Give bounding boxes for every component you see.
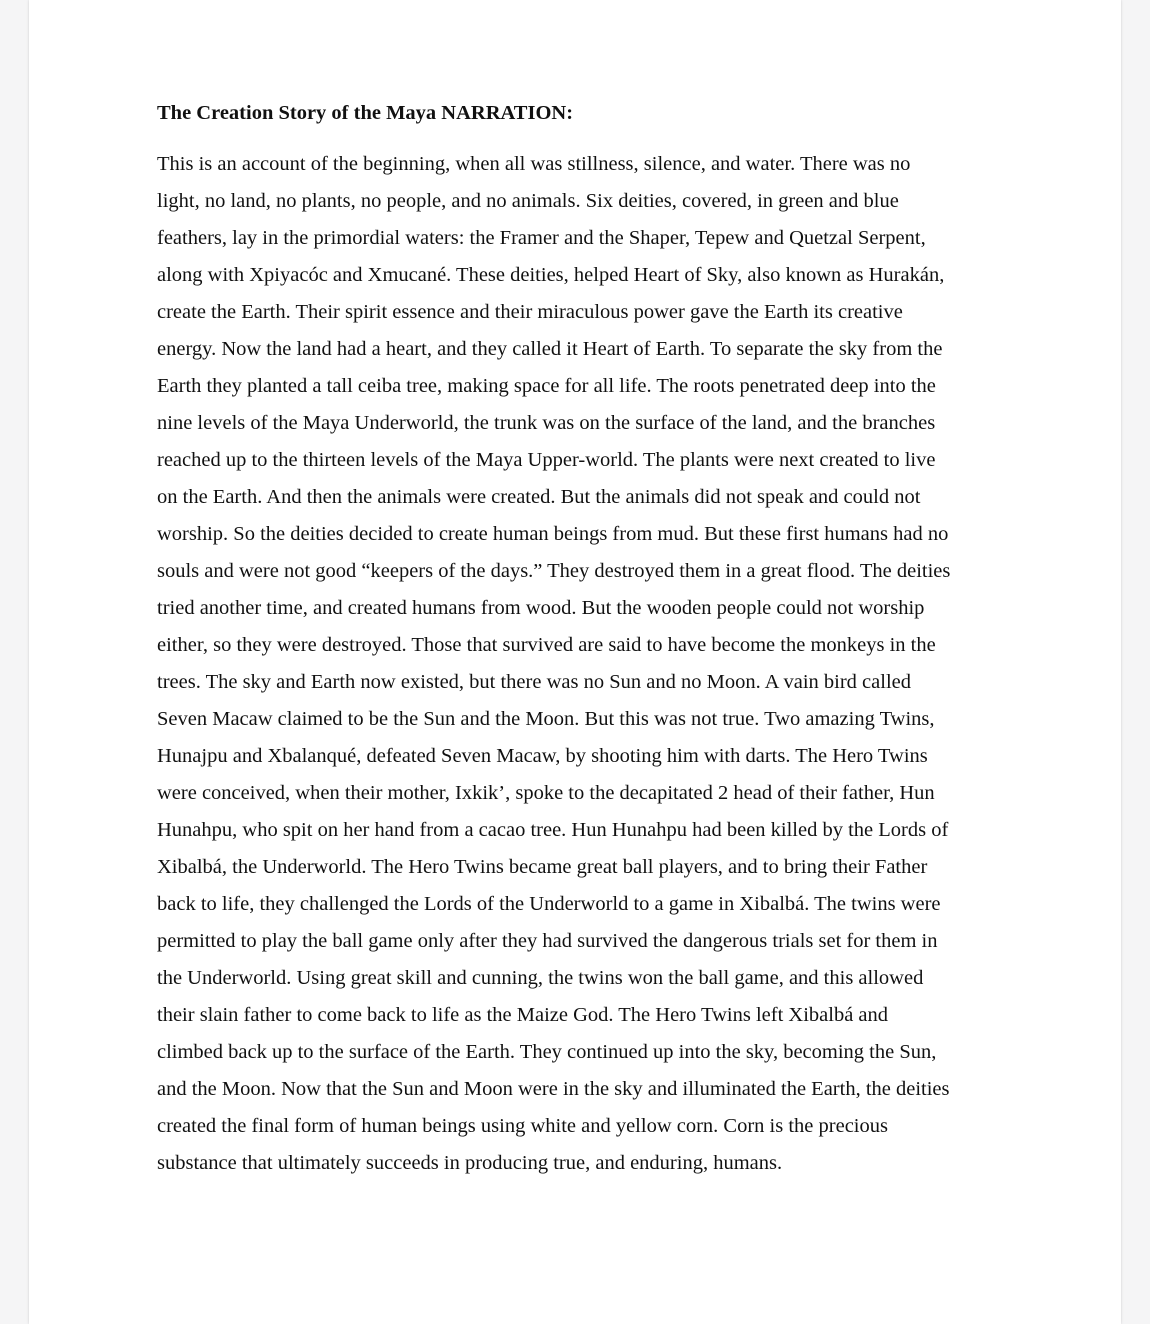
text-line: either, so they were destroyed. Those that survived are said to have become the monkeys in the — [157, 634, 936, 656]
text-line: energy. Now the land had a heart, and they called it Heart of Earth. To separate the sky from the — [157, 338, 943, 360]
text-line: substance that ultimately succeeds in producing true, and enduring, humans. — [157, 1152, 783, 1174]
text-line: Xibalbá, the Underworld. The Hero Twins became great ball players, and to bring their Father — [157, 856, 928, 878]
text-line: climbed back up to the surface of the Earth. They continued up into the sky, becoming the Sun, — [157, 1041, 937, 1063]
text-line: Hunahpu, who spit on her hand from a cacao tree. Hun Hunahpu had been killed by the Lords of — [157, 819, 949, 841]
text-line: created the final form of human beings using white and yellow corn. Corn is the precious — [157, 1115, 888, 1137]
text-line: This is an account of the beginning, when all was stillness, silence, and water. There was no — [157, 153, 911, 175]
text-line: and the Moon. Now that the Sun and Moon were in the sky and illuminated the Earth, the deities — [157, 1078, 950, 1100]
text-line: permitted to play the ball game only after they had survived the dangerous trials set for them in — [157, 930, 938, 952]
text-line: trees. The sky and Earth now existed, but there was no Sun and no Moon. A vain bird called — [157, 671, 911, 693]
text-line: reached up to the thirteen levels of the Maya Upper-world. The plants were next created to live — [157, 449, 936, 471]
narration-paragraph — [157, 146, 1017, 1182]
text-line: nine levels of the Maya Underworld, the trunk was on the surface of the land, and the branches — [157, 412, 936, 434]
text-line: on the Earth. And then the animals were created. But the animals did not speak and could not — [157, 486, 921, 508]
document-page — [29, 0, 1121, 1324]
text-line: tried another time, and created humans from wood. But the wooden people could not worship — [157, 597, 925, 619]
text-line: back to life, they challenged the Lords of the Underworld to a game in Xibalbá. The twins were — [157, 893, 941, 915]
text-line: feathers, lay in the primordial waters: the Framer and the Shaper, Tepew and Quetzal Serpent, — [157, 227, 926, 249]
text-line: souls and were not good “keepers of the days.” They destroyed them in a great flood. The deities — [157, 560, 951, 582]
text-line: along with Xpiyacóc and Xmucané. These deities, helped Heart of Sky, also known as Hurakán, — [157, 264, 945, 286]
text-line: their slain father to come back to life as the Maize God. The Hero Twins left Xibalbá and — [157, 1004, 889, 1026]
text-line: were conceived, when their mother, Ixkik’, spoke to the decapitated 2 head of their father, Hun — [157, 782, 935, 804]
text-line: worship. So the deities decided to create human beings from mud. But these first humans had no — [157, 523, 949, 545]
document-title: The Creation Story of the Maya NARRATION: — [157, 102, 574, 124]
text-line: Earth they planted a tall ceiba tree, making space for all life. The roots penetrated deep into the — [157, 375, 936, 397]
text-line: light, no land, no plants, no people, and no animals. Six deities, covered, in green and blue — [157, 190, 899, 212]
text-line: Seven Macaw claimed to be the Sun and the Moon. But this was not true. Two amazing Twins, — [157, 708, 935, 730]
text-line: create the Earth. Their spirit essence and their miraculous power gave the Earth its creative — [157, 301, 903, 323]
page-content — [157, 95, 1017, 1182]
text-line: Hunajpu and Xbalanqué, defeated Seven Macaw, by shooting him with darts. The Hero Twins — [157, 745, 928, 767]
text-line: the Underworld. Using great skill and cunning, the twins won the ball game, and this allowed — [157, 967, 924, 989]
